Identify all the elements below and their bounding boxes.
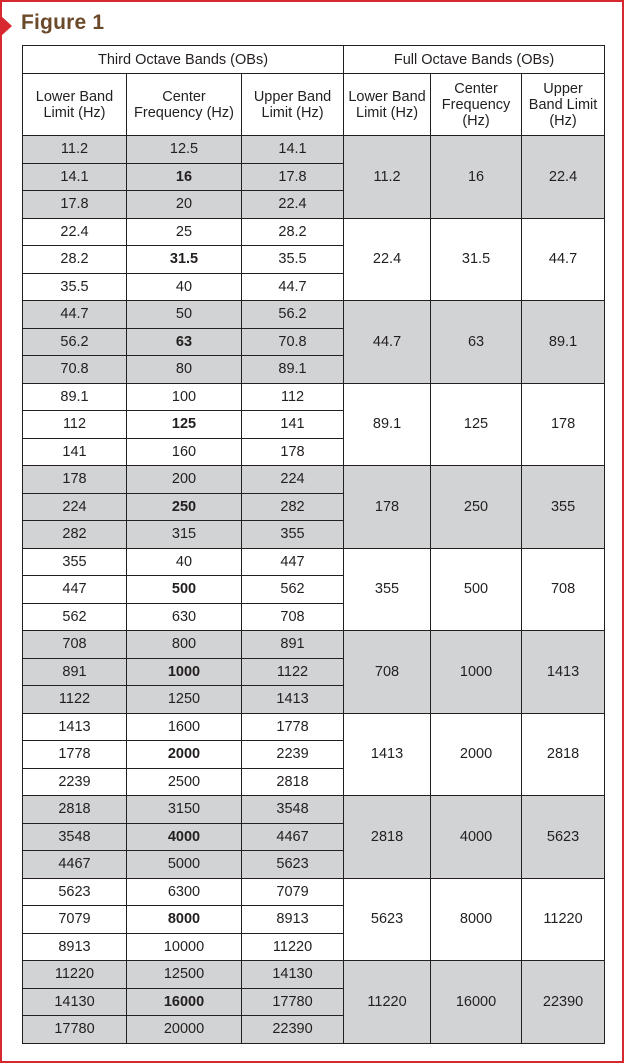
third-lower-cell: 17.8 (23, 191, 127, 219)
third-center-cell: 630 (127, 603, 242, 631)
third-center-cell: 10000 (127, 933, 242, 961)
third-lower-cell: 22.4 (23, 218, 127, 246)
third-upper-cell: 14130 (242, 961, 344, 989)
full-lower-cell: 355 (344, 548, 431, 631)
third-upper-cell: 891 (242, 631, 344, 659)
table-row (23, 383, 605, 411)
third-upper-cell: 1413 (242, 686, 344, 714)
third-center-cell: 6300 (127, 878, 242, 906)
col-full-upper: Upper Band Limit (Hz) (522, 74, 605, 136)
third-center-cell: 160 (127, 438, 242, 466)
third-upper-cell: 355 (242, 521, 344, 549)
third-center-cell: 20 (127, 191, 242, 219)
full-upper-cell: 44.7 (522, 218, 605, 301)
full-lower-cell: 11.2 (344, 136, 431, 219)
full-lower-cell: 178 (344, 466, 431, 549)
third-upper-cell: 35.5 (242, 246, 344, 274)
table-row (23, 548, 605, 576)
third-lower-cell: 8913 (23, 933, 127, 961)
third-center-cell: 20000 (127, 1016, 242, 1044)
table-row (23, 218, 605, 246)
full-lower-cell: 11220 (344, 961, 431, 1044)
third-center-cell: 100 (127, 383, 242, 411)
triangle-marker-icon (0, 15, 12, 37)
third-center-cell: 250 (127, 493, 242, 521)
third-lower-cell: 141 (23, 438, 127, 466)
third-lower-cell: 11220 (23, 961, 127, 989)
full-upper-cell: 5623 (522, 796, 605, 879)
third-center-cell: 16 (127, 163, 242, 191)
table-body (23, 136, 605, 1044)
full-lower-cell: 22.4 (344, 218, 431, 301)
third-center-cell: 25 (127, 218, 242, 246)
third-upper-cell: 4467 (242, 823, 344, 851)
full-lower-cell: 44.7 (344, 301, 431, 384)
third-lower-cell: 44.7 (23, 301, 127, 329)
full-center-cell: 8000 (431, 878, 522, 961)
full-lower-cell: 708 (344, 631, 431, 714)
third-upper-cell: 28.2 (242, 218, 344, 246)
third-center-cell: 12500 (127, 961, 242, 989)
third-lower-cell: 2239 (23, 768, 127, 796)
third-center-cell: 1250 (127, 686, 242, 714)
table-row (23, 301, 605, 329)
third-lower-cell: 35.5 (23, 273, 127, 301)
third-upper-cell: 14.1 (242, 136, 344, 164)
third-center-cell: 2000 (127, 741, 242, 769)
third-lower-cell: 70.8 (23, 356, 127, 384)
third-center-cell: 1000 (127, 658, 242, 686)
full-center-cell: 125 (431, 383, 522, 466)
col-full-center: Center Frequency (Hz) (431, 74, 522, 136)
table-row (23, 631, 605, 659)
third-lower-cell: 224 (23, 493, 127, 521)
third-lower-cell: 562 (23, 603, 127, 631)
third-upper-cell: 3548 (242, 796, 344, 824)
third-lower-cell: 3548 (23, 823, 127, 851)
full-center-cell: 1000 (431, 631, 522, 714)
third-upper-cell: 44.7 (242, 273, 344, 301)
full-upper-cell: 11220 (522, 878, 605, 961)
third-lower-cell: 17780 (23, 1016, 127, 1044)
third-lower-cell: 56.2 (23, 328, 127, 356)
table-row (23, 961, 605, 989)
third-center-cell: 3150 (127, 796, 242, 824)
table-row (23, 466, 605, 494)
third-upper-cell: 1778 (242, 713, 344, 741)
third-upper-cell: 178 (242, 438, 344, 466)
third-lower-cell: 14130 (23, 988, 127, 1016)
full-octave-header: Full Octave Bands (OBs) (344, 46, 605, 74)
full-center-cell: 500 (431, 548, 522, 631)
third-center-cell: 2500 (127, 768, 242, 796)
third-lower-cell: 28.2 (23, 246, 127, 274)
third-lower-cell: 89.1 (23, 383, 127, 411)
third-center-cell: 31.5 (127, 246, 242, 274)
third-center-cell: 16000 (127, 988, 242, 1016)
full-upper-cell: 355 (522, 466, 605, 549)
full-upper-cell: 89.1 (522, 301, 605, 384)
full-center-cell: 16000 (431, 961, 522, 1044)
full-center-cell: 250 (431, 466, 522, 549)
col-third-upper: Upper Band Limit (Hz) (242, 74, 344, 136)
third-lower-cell: 708 (23, 631, 127, 659)
full-center-cell: 4000 (431, 796, 522, 879)
third-lower-cell: 2818 (23, 796, 127, 824)
third-upper-cell: 562 (242, 576, 344, 604)
third-upper-cell: 112 (242, 383, 344, 411)
third-center-cell: 80 (127, 356, 242, 384)
full-upper-cell: 178 (522, 383, 605, 466)
full-lower-cell: 5623 (344, 878, 431, 961)
third-lower-cell: 7079 (23, 906, 127, 934)
third-center-cell: 800 (127, 631, 242, 659)
third-lower-cell: 4467 (23, 851, 127, 879)
third-upper-cell: 70.8 (242, 328, 344, 356)
third-center-cell: 200 (127, 466, 242, 494)
full-upper-cell: 22390 (522, 961, 605, 1044)
third-center-cell: 5000 (127, 851, 242, 879)
third-upper-cell: 5623 (242, 851, 344, 879)
third-center-cell: 4000 (127, 823, 242, 851)
col-third-center: Center Frequency (Hz) (127, 74, 242, 136)
third-upper-cell: 17780 (242, 988, 344, 1016)
third-upper-cell: 447 (242, 548, 344, 576)
third-center-cell: 125 (127, 411, 242, 439)
third-center-cell: 12.5 (127, 136, 242, 164)
third-upper-cell: 56.2 (242, 301, 344, 329)
third-lower-cell: 112 (23, 411, 127, 439)
third-lower-cell: 1122 (23, 686, 127, 714)
table-row (23, 136, 605, 164)
full-lower-cell: 89.1 (344, 383, 431, 466)
third-center-cell: 500 (127, 576, 242, 604)
third-upper-cell: 282 (242, 493, 344, 521)
third-center-cell: 63 (127, 328, 242, 356)
third-lower-cell: 1778 (23, 741, 127, 769)
third-upper-cell: 1122 (242, 658, 344, 686)
third-lower-cell: 14.1 (23, 163, 127, 191)
third-lower-cell: 891 (23, 658, 127, 686)
third-upper-cell: 224 (242, 466, 344, 494)
third-upper-cell: 7079 (242, 878, 344, 906)
third-lower-cell: 178 (23, 466, 127, 494)
third-lower-cell: 11.2 (23, 136, 127, 164)
third-upper-cell: 708 (242, 603, 344, 631)
third-octave-header: Third Octave Bands (OBs) (23, 46, 344, 74)
full-upper-cell: 2818 (522, 713, 605, 796)
third-center-cell: 8000 (127, 906, 242, 934)
full-center-cell: 16 (431, 136, 522, 219)
table-row (23, 796, 605, 824)
third-upper-cell: 17.8 (242, 163, 344, 191)
third-upper-cell: 8913 (242, 906, 344, 934)
full-lower-cell: 2818 (344, 796, 431, 879)
octave-band-table (22, 45, 605, 1044)
third-center-cell: 40 (127, 548, 242, 576)
full-upper-cell: 22.4 (522, 136, 605, 219)
full-lower-cell: 1413 (344, 713, 431, 796)
third-upper-cell: 89.1 (242, 356, 344, 384)
third-center-cell: 40 (127, 273, 242, 301)
third-upper-cell: 2239 (242, 741, 344, 769)
third-lower-cell: 355 (23, 548, 127, 576)
col-full-lower: Lower Band Limit (Hz) (344, 74, 431, 136)
third-upper-cell: 141 (242, 411, 344, 439)
third-upper-cell: 2818 (242, 768, 344, 796)
third-lower-cell: 282 (23, 521, 127, 549)
full-upper-cell: 1413 (522, 631, 605, 714)
col-third-lower: Lower Band Limit (Hz) (23, 74, 127, 136)
third-center-cell: 315 (127, 521, 242, 549)
third-lower-cell: 1413 (23, 713, 127, 741)
third-center-cell: 50 (127, 301, 242, 329)
third-upper-cell: 22390 (242, 1016, 344, 1044)
full-upper-cell: 708 (522, 548, 605, 631)
third-lower-cell: 5623 (23, 878, 127, 906)
third-center-cell: 1600 (127, 713, 242, 741)
full-center-cell: 31.5 (431, 218, 522, 301)
full-center-cell: 2000 (431, 713, 522, 796)
third-upper-cell: 22.4 (242, 191, 344, 219)
third-upper-cell: 11220 (242, 933, 344, 961)
table-row (23, 878, 605, 906)
third-lower-cell: 447 (23, 576, 127, 604)
figure-title: Figure 1 (21, 11, 105, 34)
full-center-cell: 63 (431, 301, 522, 384)
table-row (23, 713, 605, 741)
